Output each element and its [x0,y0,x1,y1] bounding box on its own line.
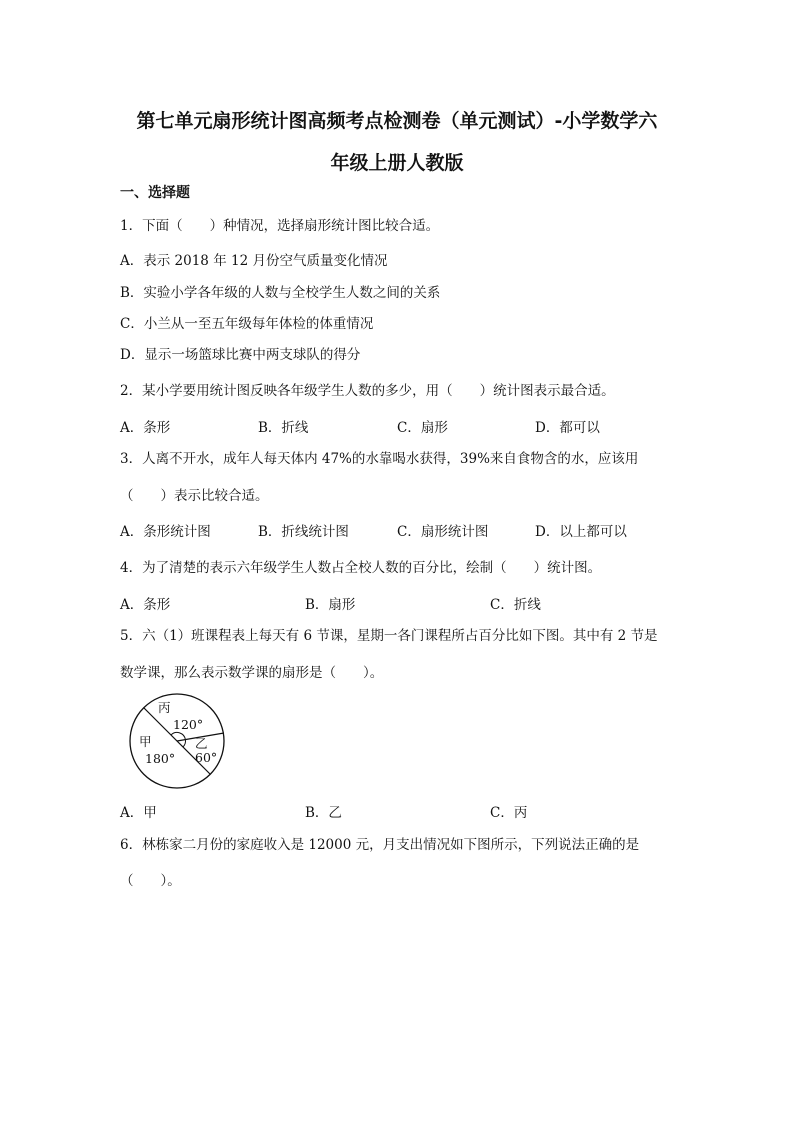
question-1-option-d: D．显示一场篮球比赛中两支球队的得分 [120,347,361,363]
question-1-stem: 1．下面（ ）种情况，选择扇形统计图比较合适。 [120,218,440,234]
question-1-option-b: B．实验小学各年级的人数与全校学生人数之间的关系 [120,285,441,301]
question-3-stem-line1: 3．人离不开水，成年人每天体内 47%的水靠喝水获得，39%来自食物含的水，应该用 [120,451,639,467]
question-5-option-c: C．丙 [490,805,528,821]
question-2-option-a: A．条形 [120,420,171,436]
question-2-option-d: D．都可以 [535,420,600,436]
question-1-option-a: A．表示 2018 年 12 月份空气质量变化情况 [120,253,388,269]
question-6-stem-line1: 6．林栋家二月份的家庭收入是 12000 元，月支出情况如下图所示，下列说法正确的是 [120,837,640,853]
question-3-stem-line2: （ ）表示比较合适。 [120,488,269,504]
question-1-option-c: C．小兰从一至五年级每年体检的体重情况 [120,316,374,332]
question-6-stem-line2: （ ）。 [120,873,181,889]
section-heading: 一、选择题 [120,185,190,201]
pie-label-bing: 丙 [158,700,171,715]
pie-angle-bing: 120° [173,717,204,732]
question-3-option-d: D．以上都可以 [535,524,627,540]
question-5-option-b: B．乙 [305,805,342,821]
pie-angle-yi: 60° [195,750,218,765]
pie-chart-figure [124,692,230,790]
pie-angle-mark-60 [183,740,186,747]
question-2-option-b: B．折线 [258,420,309,436]
question-5-stem-line1: 5．六（1）班课程表上每天有 6 节课，星期一各门课程所占百分比如下图。其中有 2 节是 [120,628,658,644]
question-3-option-a: A．条形统计图 [120,524,211,540]
question-4-option-a: A．条形 [120,597,171,613]
page-title-line1: 第七单元扇形统计图高频考点检测卷（单元测试）-小学数学六 [136,110,658,132]
question-5-option-a: A．甲 [120,805,157,821]
page-title-line2: 年级上册人教版 [330,152,464,174]
question-5-stem-line2: 数学课，那么表示数学课的扇形是（ ）。 [120,665,384,681]
question-4-stem: 4．为了清楚的表示六年级学生人数占全校人数的百分比，绘制（ ）统计图。 [120,560,602,576]
question-2-stem: 2．某小学要用统计图反映各年级学生人数的多少，用（ ）统计图表示最合适。 [120,383,615,399]
question-4-option-c: C．折线 [490,597,541,613]
question-3-option-b: B．折线统计图 [258,524,349,540]
question-4-option-b: B．扇形 [305,597,356,613]
question-3-option-c: C．扇形统计图 [397,524,489,540]
pie-angle-mark-120 [171,733,185,740]
pie-label-jia: 甲 [139,734,152,749]
pie-angle-jia: 180° [145,751,176,766]
pie-label-yi: 乙 [195,736,208,751]
question-2-option-c: C．扇形 [397,420,448,436]
